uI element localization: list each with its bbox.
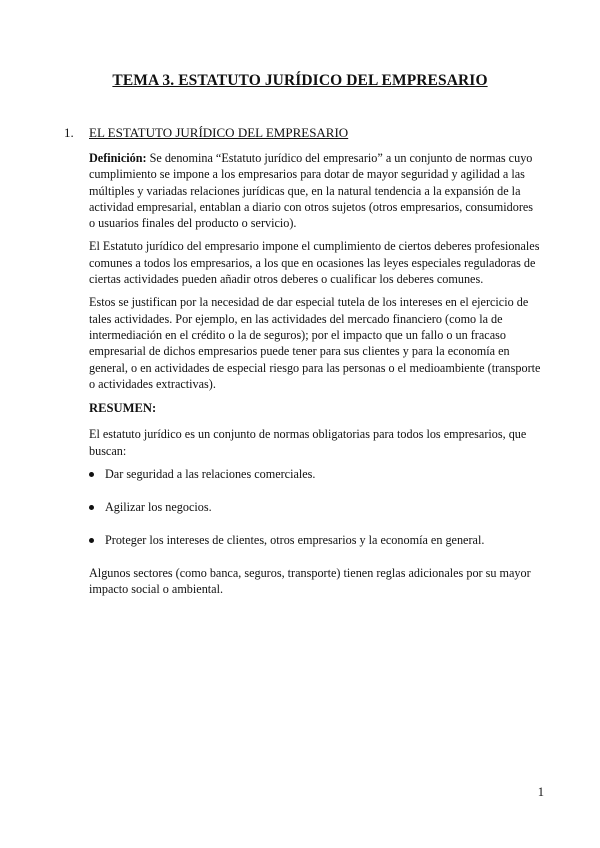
definition-paragraph — [89, 150, 541, 231]
section-number: 1. — [64, 125, 74, 140]
summary-heading: RESUMEN: — [89, 401, 157, 416]
list-item — [89, 466, 541, 483]
section-heading — [64, 125, 348, 141]
summary-intro: El estatuto jurídico es un conjunto de normas obligatorias para todos los empresarios, que buscan: — [89, 427, 527, 458]
section-heading-text: EL ESTATUTO JURÍDICO DEL EMPRESARIO — [89, 125, 349, 140]
page-number: 1 — [537, 785, 544, 799]
bullet-text: Proteger los intereses de clientes, otros empresarios y la economía en general. — [105, 533, 485, 548]
definition-text: Se denomina “Estatuto jurídico del empresario” a un conjunto de normas cuyo cumplimiento se impone a los empresarios para dotar de mayor seguridad y agilidad a las múltiples y variadas relaciones jurídicas que, en la natural tendencia a la expansión de la actividad empresarial, entablan a diario con otros sujetos (otros empresarios, consumidores o usuarios finales del producto o servicio). — [89, 151, 534, 231]
bullet-text: Agilizar los negocios. — [105, 500, 212, 515]
definition-label: Definición: — [89, 151, 147, 165]
page-title: TEMA 3. ESTATUTO JURÍDICO DEL EMPRESARIO — [112, 72, 488, 89]
summary-closing: Algunos sectores (como banca, seguros, transporte) tienen reglas adicionales por su mayor impacto social o ambiental. — [89, 566, 531, 597]
paragraph-justificacion: Estos se justifican por la necesidad de dar especial tutela de los intereses en el ejercicio de tales actividades. Por ejemplo, en las actividades del mercado financiero (como la de intermediación en el crédito o la de seguros); por el impacto que un fallo o un fracaso empresarial de dichos empresarios puede tener para sus clientes y para la economía en general, o en actividades de especial riesgo para las personas o el medioambiente (transporte o actividades extractivas). — [89, 295, 541, 391]
summary-bullet-list — [89, 466, 541, 549]
list-item — [89, 532, 541, 549]
section-body — [89, 150, 541, 605]
list-item — [89, 499, 541, 516]
bullet-text: Dar seguridad a las relaciones comerciales. — [105, 467, 316, 482]
paragraph-deberes: El Estatuto jurídico del empresario impone el cumplimiento de ciertos deberes profesionales comunes a todos los empresarios, a los que en ocasiones las leyes especiales reguladoras de ciertas actividades pueden añadir otros deberes o cualificar los deberes comunes. — [89, 239, 540, 287]
